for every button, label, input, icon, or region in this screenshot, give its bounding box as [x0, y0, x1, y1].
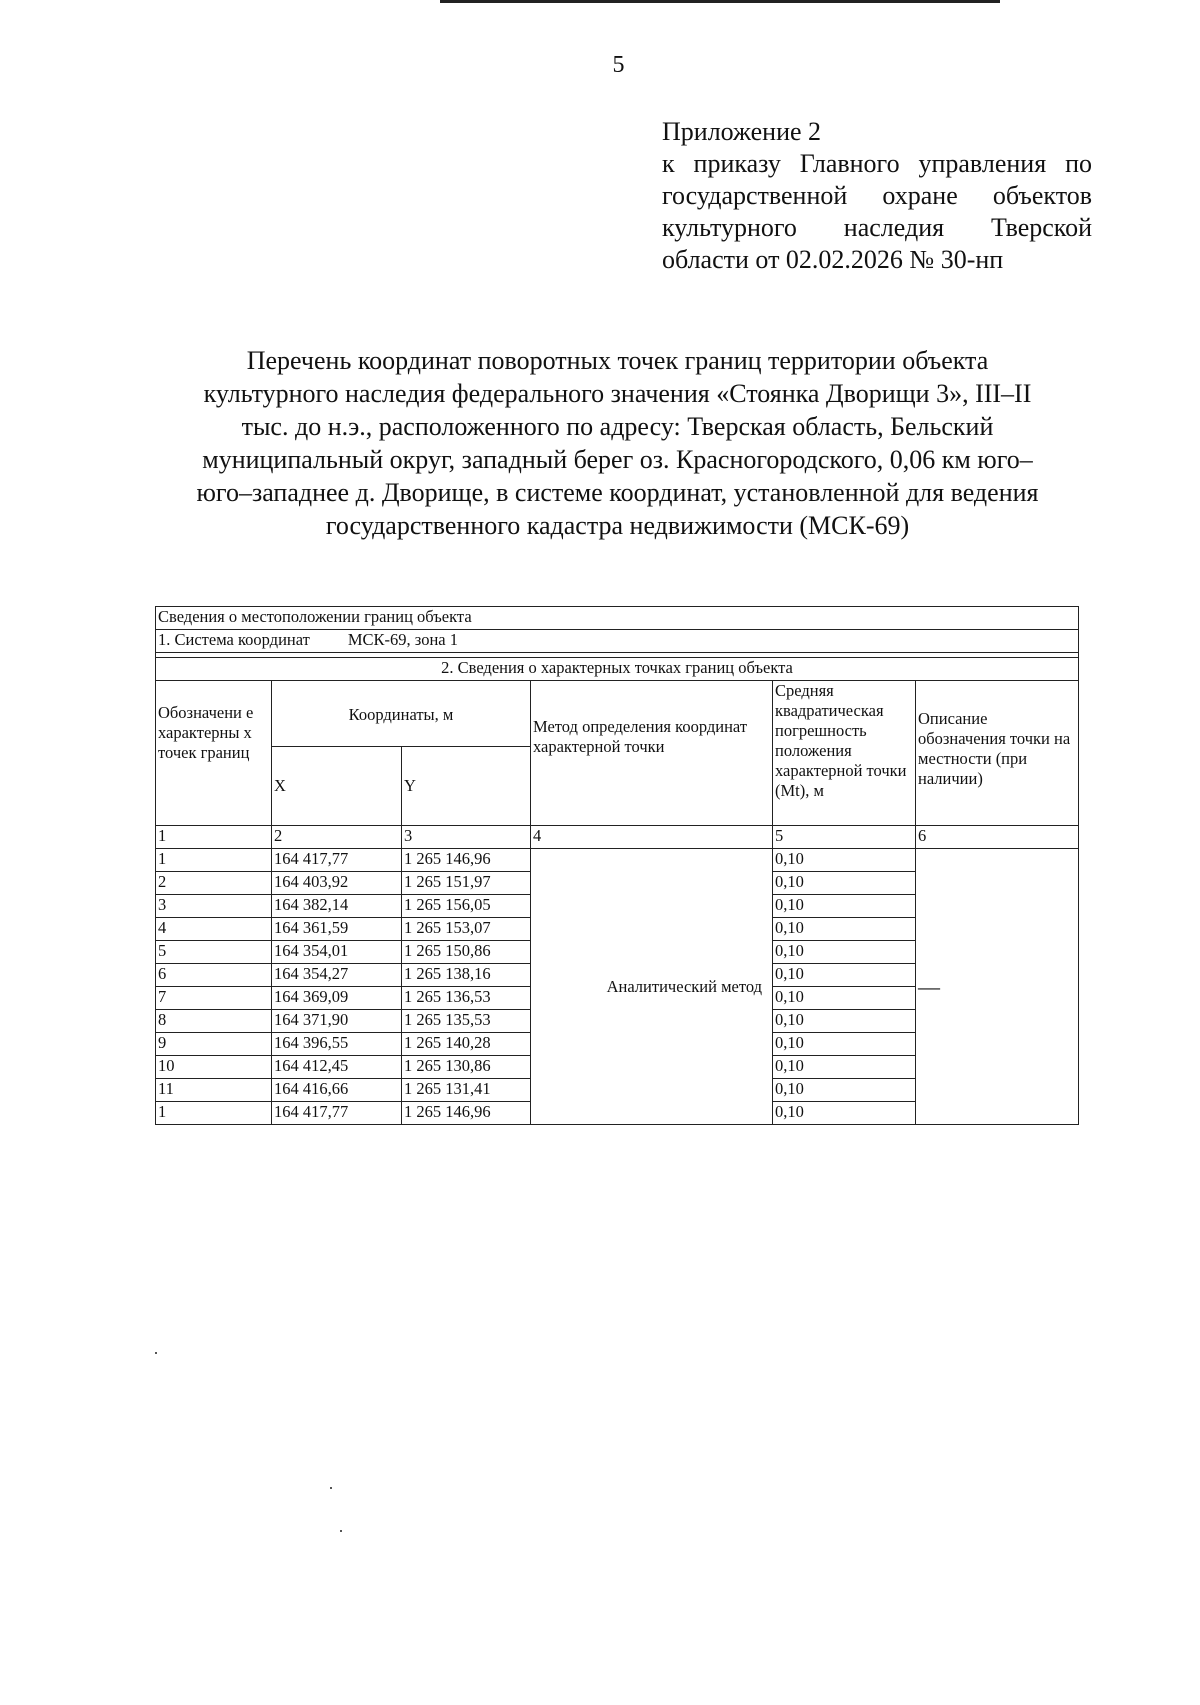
y-cell: 1 265 140,28: [402, 1033, 531, 1056]
scan-speck: [330, 1487, 332, 1489]
x-cell: 164 416,66: [272, 1079, 402, 1102]
point-cell: 6: [156, 964, 272, 987]
x-cell: 164 369,09: [272, 987, 402, 1010]
section-header: Сведения о местоположении границ объекта: [156, 607, 1079, 630]
appendix-line: области от 02.02.2026 № 30-нп: [662, 245, 1004, 274]
error-cell: 0,10: [773, 1102, 916, 1125]
title-line: тыс. до н.э., расположенного по адресу: Тверская область, Бельский: [241, 412, 994, 441]
point-cell: 9: [156, 1033, 272, 1056]
appendix-line: к приказу Главного управления по: [662, 149, 1092, 178]
header-description: Описание обозначения точки на местности (при наличии): [916, 681, 1079, 826]
x-cell: 164 382,14: [272, 895, 402, 918]
x-cell: 164 354,01: [272, 941, 402, 964]
title-line: Перечень координат поворотных точек границ территории объекта: [246, 346, 989, 375]
y-cell: 1 265 146,96: [402, 1102, 531, 1125]
x-cell: 164 417,77: [272, 1102, 402, 1125]
y-cell: 1 265 130,86: [402, 1056, 531, 1079]
coordinate-system-label: 1. Система координат: [158, 630, 310, 649]
error-cell: 0,10: [773, 918, 916, 941]
column-number: 2: [272, 826, 402, 849]
error-cell: 0,10: [773, 872, 916, 895]
y-cell: 1 265 131,41: [402, 1079, 531, 1102]
coordinates-table: [155, 606, 1079, 1125]
point-cell: 4: [156, 918, 272, 941]
point-cell: 1: [156, 849, 272, 872]
column-number: 5: [773, 826, 916, 849]
error-cell: 0,10: [773, 1079, 916, 1102]
error-cell: 0,10: [773, 849, 916, 872]
column-number: 3: [402, 826, 531, 849]
y-cell: 1 265 136,53: [402, 987, 531, 1010]
error-cell: 0,10: [773, 1056, 916, 1079]
title-line: муниципальный округ, западный берег оз. Красногородского, 0,06 км юго–: [202, 445, 1033, 474]
page-number: 5: [612, 52, 625, 78]
appendix-block: [662, 116, 1092, 276]
x-cell: 164 412,45: [272, 1056, 402, 1079]
title-line: юго–западнее д. Дворище, в системе координат, установленной для ведения: [196, 478, 1039, 507]
y-cell: 1 265 150,86: [402, 941, 531, 964]
scan-top-border: [440, 0, 1000, 3]
point-cell: 5: [156, 941, 272, 964]
y-cell: 1 265 153,07: [402, 918, 531, 941]
document-title: [150, 344, 1085, 542]
error-cell: 0,10: [773, 1033, 916, 1056]
column-number: 6: [916, 826, 1079, 849]
x-cell: 164 403,92: [272, 872, 402, 895]
x-cell: 164 354,27: [272, 964, 402, 987]
coordinate-system-row: [156, 630, 1079, 653]
error-cell: 0,10: [773, 1010, 916, 1033]
scan-speck: [155, 1352, 157, 1354]
point-cell: 11: [156, 1079, 272, 1102]
x-cell: 164 417,77: [272, 849, 402, 872]
description-cell: —: [916, 849, 1079, 1125]
y-cell: 1 265 151,97: [402, 872, 531, 895]
header-error: Средняя квадратическая погрешность положения характерной точки (Mt), м: [773, 681, 916, 826]
point-cell: 1: [156, 1102, 272, 1125]
header-method: Метод определения координат характерной точки: [531, 681, 773, 826]
points-header: 2. Сведения о характерных точках границ объекта: [156, 658, 1079, 681]
header-designation: Обозначени е характерны х точек границ: [156, 681, 272, 826]
appendix-title: Приложение 2: [662, 117, 822, 146]
title-line: государственного кадастра недвижимости (МСК-69): [325, 511, 910, 540]
coordinate-system-value: МСК-69, зона 1: [347, 630, 458, 649]
header-coordinates: Координаты, м: [272, 681, 531, 747]
x-cell: 164 361,59: [272, 918, 402, 941]
point-cell: 3: [156, 895, 272, 918]
y-cell: 1 265 138,16: [402, 964, 531, 987]
point-cell: 10: [156, 1056, 272, 1079]
y-cell: 1 265 156,05: [402, 895, 531, 918]
point-cell: 7: [156, 987, 272, 1010]
error-cell: 0,10: [773, 964, 916, 987]
point-cell: 8: [156, 1010, 272, 1033]
error-cell: 0,10: [773, 987, 916, 1010]
column-number: 4: [531, 826, 773, 849]
column-number: 1: [156, 826, 272, 849]
method-cell: Аналитический метод: [531, 849, 773, 1125]
error-cell: 0,10: [773, 941, 916, 964]
x-cell: 164 396,55: [272, 1033, 402, 1056]
y-cell: 1 265 135,53: [402, 1010, 531, 1033]
point-cell: 2: [156, 872, 272, 895]
scan-speck: [340, 1530, 342, 1532]
title-line: культурного наследия федерального значения «Стоянка Дворищи 3», III–II: [203, 379, 1032, 408]
table-row: [156, 849, 1079, 872]
appendix-line: государственной охране объектов: [662, 181, 1092, 210]
error-cell: 0,10: [773, 895, 916, 918]
header-x: X: [272, 747, 402, 826]
x-cell: 164 371,90: [272, 1010, 402, 1033]
appendix-line: культурного наследия Тверской: [662, 213, 1092, 242]
header-y: Y: [402, 747, 531, 826]
y-cell: 1 265 146,96: [402, 849, 531, 872]
